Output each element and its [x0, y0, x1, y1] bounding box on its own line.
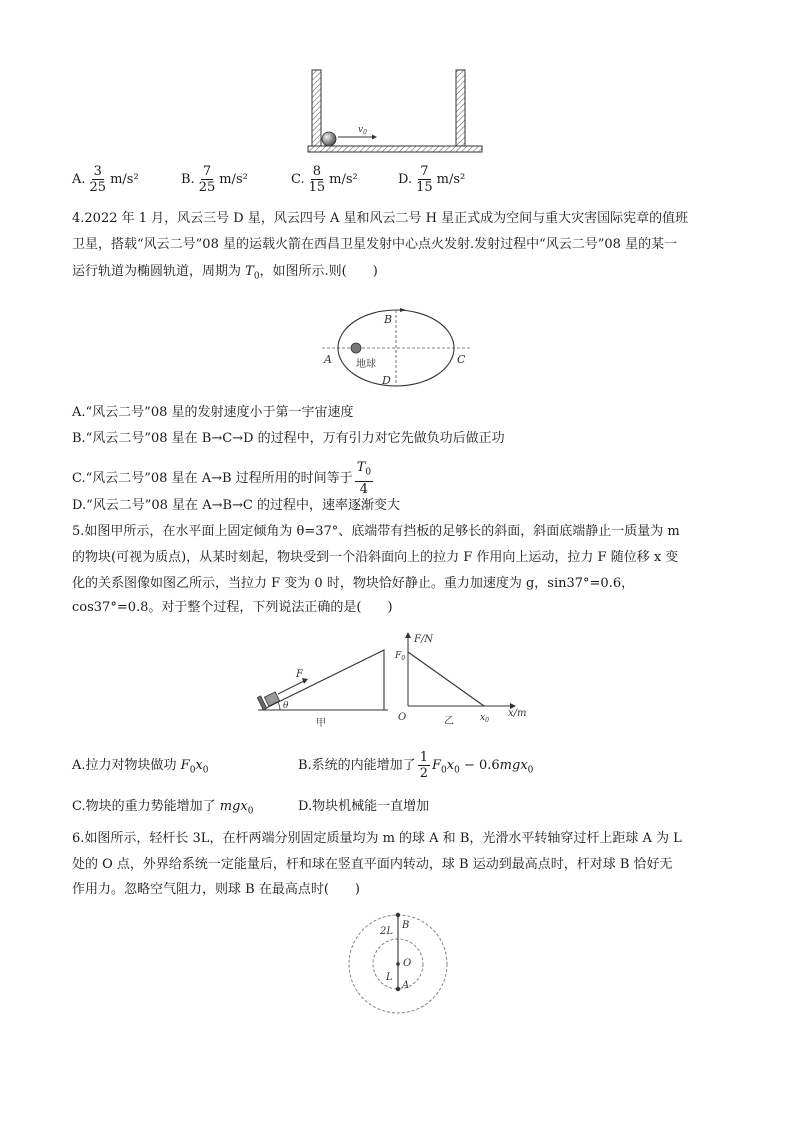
orbit-direction-arrow	[400, 308, 406, 312]
label-b: B	[402, 920, 410, 931]
ball-a	[396, 987, 400, 991]
label-c: C	[457, 353, 466, 366]
unit: m/s²	[436, 172, 466, 187]
label-earth: 地球	[356, 359, 376, 370]
velocity-arrowhead	[372, 135, 377, 140]
ball	[322, 132, 336, 146]
right-wall	[456, 70, 465, 146]
q4-option-b[interactable]: B.“风云二号”08 星在 B→C→D 的过程中，万有引力对它先做负功后做正功	[72, 431, 505, 446]
option-label: D.	[398, 172, 413, 187]
label-b: B	[384, 313, 393, 326]
q5-line-2: 的物块(可视为质点)，从某时刻起，物块受到一个沿斜面向上的拉力 F 作用向上运动，拉力 F 随位移 x 变	[72, 550, 679, 565]
q6-line-3: 作用力。忽略空气阻力，则球 B 在最高点时( )	[72, 882, 360, 897]
option-label: B.	[181, 172, 195, 187]
label-a: A	[402, 980, 410, 991]
earth	[351, 343, 361, 353]
q4-option-c[interactable]: C.“风云二号”08 星在 A→B 过程所用的时间等于 $\frac{T_0}{4}$	[72, 460, 372, 497]
fraction: $\frac{1}{2}$	[419, 750, 428, 781]
q5-option-c[interactable]: C.物块的重力势能增加了 mgx$_0$	[72, 799, 254, 817]
floor	[308, 146, 482, 152]
unit: m/s²	[329, 172, 358, 187]
fraction: $\frac{8}{15}$	[308, 164, 326, 195]
fraction: $\frac{3}{25}$	[89, 164, 107, 195]
q4-orbit-diagram	[316, 304, 476, 394]
label-theta: θ	[283, 701, 289, 711]
q3-option-c[interactable]	[291, 164, 358, 195]
pivot-o	[396, 962, 400, 966]
q6-rotation-diagram	[336, 906, 464, 1016]
label-2l: 2L	[380, 926, 394, 937]
q3-option-a[interactable]	[72, 164, 139, 195]
v0-label: $v_0$	[358, 125, 367, 136]
q5-incline-diagram	[256, 644, 394, 730]
unit: m/s²	[219, 172, 248, 187]
q3-option-d[interactable]	[398, 164, 465, 195]
q5-option-a[interactable]: A.拉力对物块做功 $F_0x_0$	[72, 758, 209, 776]
label-axis-y: F/N	[414, 634, 434, 645]
label-d: D	[382, 374, 391, 387]
q4-option-a[interactable]: A.“风云二号”08 星的发射速度小于第一宇宙速度	[72, 405, 354, 420]
option-label: C.	[291, 172, 305, 187]
label-a: A	[324, 353, 332, 366]
q5-line-3: 化的关系图像如图乙所示，当拉力 F 变为 0 时，物块恰好静止。重力加速度为 g，sin37°=0.6，	[72, 576, 635, 591]
q5-line-4: cos37°=0.8。对于整个过程，下列说法正确的是( )	[72, 600, 393, 615]
option-label: A.	[72, 172, 86, 187]
angle-arc	[278, 702, 280, 710]
unit: m/s²	[110, 172, 139, 187]
label-origin: O	[398, 712, 407, 723]
q6-line-1: 6.如图所示，轻杆长 3L，在杆两端分别固定质量均为 m 的球 A 和 B，光滑水平转轴穿过杆上距球 A 为 L	[72, 831, 682, 846]
fraction: $\frac{7}{25}$	[198, 164, 216, 195]
label-yi: 乙	[444, 716, 454, 727]
label-x0: $x_0$	[480, 713, 489, 724]
force-arrow	[278, 681, 304, 694]
q4-line-1: 4.2022 年 1 月，风云三号 D 星，风云四号 A 星和风云二号 H 星正式成为空间与重大灾害国际宪章的值班	[72, 211, 689, 226]
fraction: $\frac{T_0}{4}$	[356, 460, 372, 497]
force-line	[408, 652, 484, 706]
label-l: L	[386, 972, 393, 983]
q4-line-3: 运行轨道为椭圆轨道，周期为 $T_0$，如图所示.则( )	[72, 264, 378, 282]
q3-option-b[interactable]	[181, 164, 248, 195]
q4-line-2: 卫星，搭载“风云二号”08 星的运载火箭在西昌卫星发射中心点火发射.发射过程中“风云二号”08 星的某一	[72, 237, 678, 252]
q5-line-1: 5.如图甲所示，在水平面上固定倾角为 θ=37°、底端带有挡板的足够长的斜面，斜面底端静止一质量为 m	[72, 524, 680, 539]
incline	[262, 650, 384, 710]
label-axis-x: x/m	[508, 708, 527, 719]
q5-force-graph	[394, 630, 536, 728]
fraction: $\frac{7}{15}$	[416, 164, 433, 195]
q6-line-2: 处的 O 点，外界给系统一定能量后，杆和球在竖直平面内转动，球 B 运动到最高点时，杆对球 B 恰好无	[72, 857, 673, 872]
q5-option-d[interactable]: D.物块机械能一直增加	[298, 799, 430, 814]
q3-box-diagram	[300, 64, 490, 156]
label-o: O	[403, 958, 412, 969]
label-f: F	[296, 669, 303, 680]
block	[264, 692, 279, 706]
left-wall	[312, 70, 321, 146]
q5-option-b[interactable]: B.系统的内能增加了 $\frac{1}{2}$ $F_0x_0 - 0.6mgx_0$	[298, 750, 534, 781]
q4-option-d[interactable]: D.“风云二号”08 星在 A→B→C 的过程中，速率逐渐变大	[72, 498, 400, 513]
label-f0: $F_0$	[395, 651, 406, 662]
y-axis-arrowhead	[405, 632, 411, 638]
label-jia: 甲	[316, 718, 326, 729]
ball-b	[396, 913, 400, 917]
